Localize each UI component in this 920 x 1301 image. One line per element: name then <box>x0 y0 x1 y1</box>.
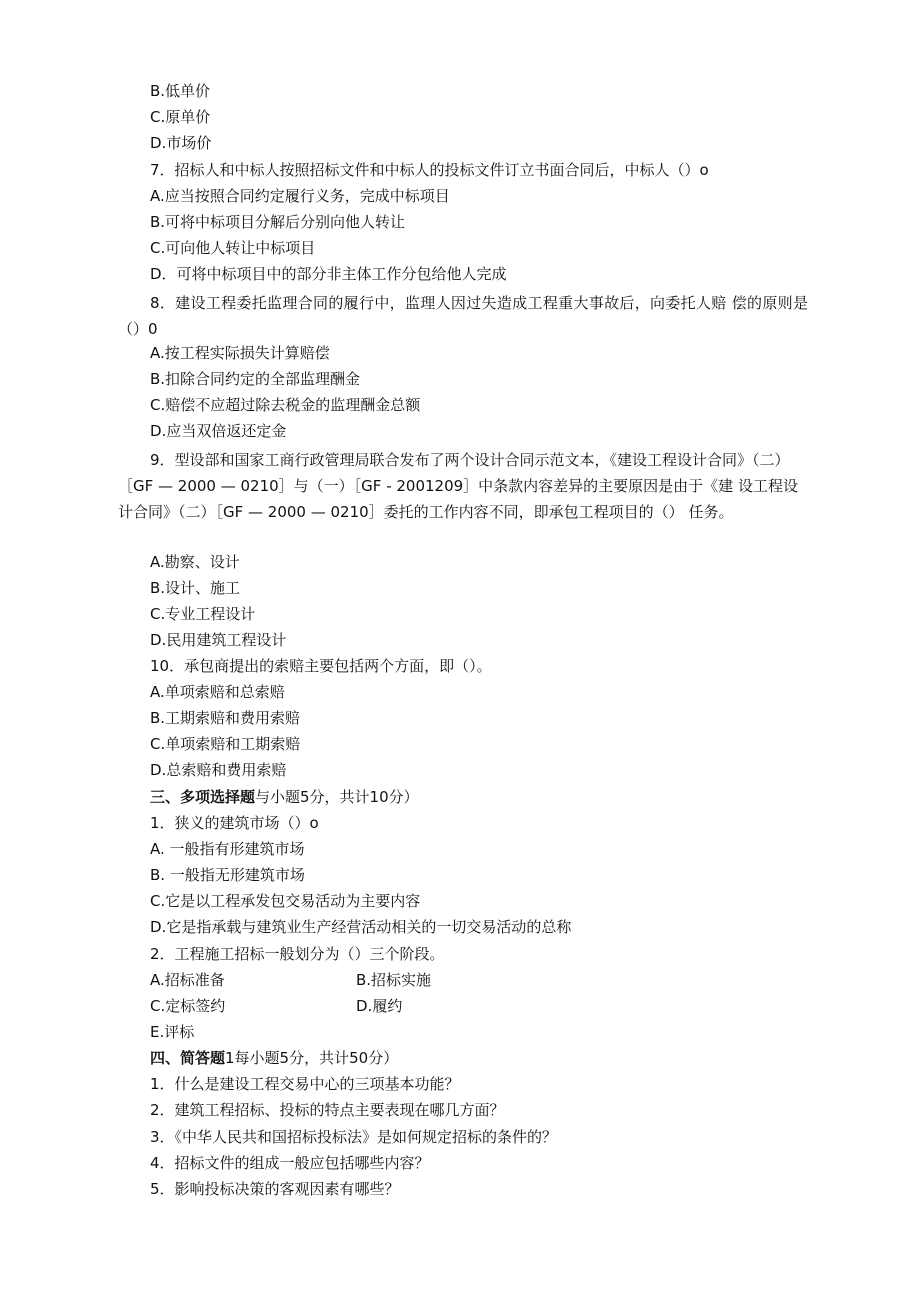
question-7-option-a: A.应当按照合同约定履行义务，完成中标项目 <box>150 187 450 205</box>
multi-question-1-stem: 1．狭义的建筑市场（）o <box>150 814 319 832</box>
short-answer-5: 5．影响投标决策的客观因素有哪些？ <box>150 1180 400 1198</box>
question-8-option-c: C.赔偿不应超过除去税金的监理酬金总额 <box>150 396 421 414</box>
section-3-scoring: 与小题5分，共计10分） <box>255 788 419 806</box>
multi-question-2-option-d: D.履约 <box>356 997 403 1015</box>
multi-question-2-option-e: E.评标 <box>150 1023 195 1041</box>
question-8-option-b: B.扣除合同约定的全部监理酬金 <box>150 370 361 388</box>
prev-option-c: C.原单价 <box>150 108 211 126</box>
question-9-option-b: B.设计、施工 <box>150 579 241 597</box>
section-3-title: 三、多项选择题 <box>150 788 256 806</box>
section-4-heading <box>150 1048 398 1068</box>
prev-option-b: B.低单价 <box>150 82 211 100</box>
question-7-option-c: C.可向他人转让中标项目 <box>150 239 316 257</box>
multi-question-1-option-c: C.它是以工程承发包交易活动为主要内容 <box>150 892 421 910</box>
question-10-option-a: A.单项索赔和总索赔 <box>150 683 285 701</box>
question-7-stem: 7．招标人和中标人按照招标文件和中标人的投标文件订立书面合同后，中标人（）o <box>150 161 709 179</box>
question-7-option-d: D．可将中标项目中的部分非主体工作分包给他人完成 <box>150 265 507 283</box>
question-10-option-b: B.工期索赔和费用索赔 <box>150 709 301 727</box>
short-answer-3: 3．《中华人民共和国招标投标法》是如何规定招标的条件的？ <box>150 1128 558 1146</box>
short-answer-4: 4．招标文件的组成一般应包括哪些内容？ <box>150 1154 430 1172</box>
multi-question-2-stem: 2．工程施工招标一般划分为（）三个阶段。 <box>150 945 445 963</box>
question-10-option-c: C.单项索赔和工期索赔 <box>150 735 301 753</box>
question-10-option-d: D.总索赔和费用索赔 <box>150 761 287 779</box>
multi-question-1-option-d: D.它是指承载与建筑业生产经营活动相关的一切交易活动的总称 <box>150 918 572 936</box>
question-9-option-d: D.民用建筑工程设计 <box>150 631 287 649</box>
question-8-stem: 8．建设工程委托监理合同的履行中，监理人因过失造成工程重大事故后，向委托人赔 偿的原则是（）0 <box>118 294 808 339</box>
question-8-option-a: A.按工程实际损失计算赔偿 <box>150 344 330 362</box>
multi-question-2-option-a: A.招标准备 <box>150 971 225 989</box>
short-answer-2: 2．建筑工程招标、投标的特点主要表现在哪几方面？ <box>150 1101 505 1119</box>
multi-question-2-option-c: C.定标签约 <box>150 997 226 1015</box>
multi-question-2-option-b: B.招标实施 <box>356 971 432 989</box>
question-9-option-a: A.勘察、设计 <box>150 553 240 571</box>
section-4-title: 四、简答题 <box>150 1049 226 1067</box>
multi-question-1-option-a: A. 一般指有形建筑市场 <box>150 840 305 858</box>
prev-option-d: D.市场价 <box>150 134 212 152</box>
question-9-stem: 9．型设部和国家工商行政管理局联合发布了两个设计合同示范文本，《建设工程设计合同》（二）［GF — 2000 — 0210］与（一）［GF - 2001209］中条款内容差异的主要原因是由于《建 设工程设计合同》（二）［GF — 2000 — 0210］委托的工作内容不同，即承包工程项目的（） 任务。 <box>118 451 798 522</box>
short-answer-1: 1．什么是建设工程交易中心的三项基本功能？ <box>150 1075 460 1093</box>
question-7-option-b: B.可将中标项目分解后分别向他人转让 <box>150 213 406 231</box>
section-3-heading <box>150 787 419 807</box>
question-9-option-c: C.专业工程设计 <box>150 605 256 623</box>
question-8-option-d: D.应当双倍返还定金 <box>150 422 287 440</box>
multi-question-1-option-b: B. 一般指无形建筑市场 <box>150 866 305 884</box>
question-10-stem: 10．承包商提出的索赔主要包括两个方面，即（）。 <box>150 657 492 675</box>
section-4-scoring: 1每小题5分，共计50分） <box>225 1049 399 1067</box>
